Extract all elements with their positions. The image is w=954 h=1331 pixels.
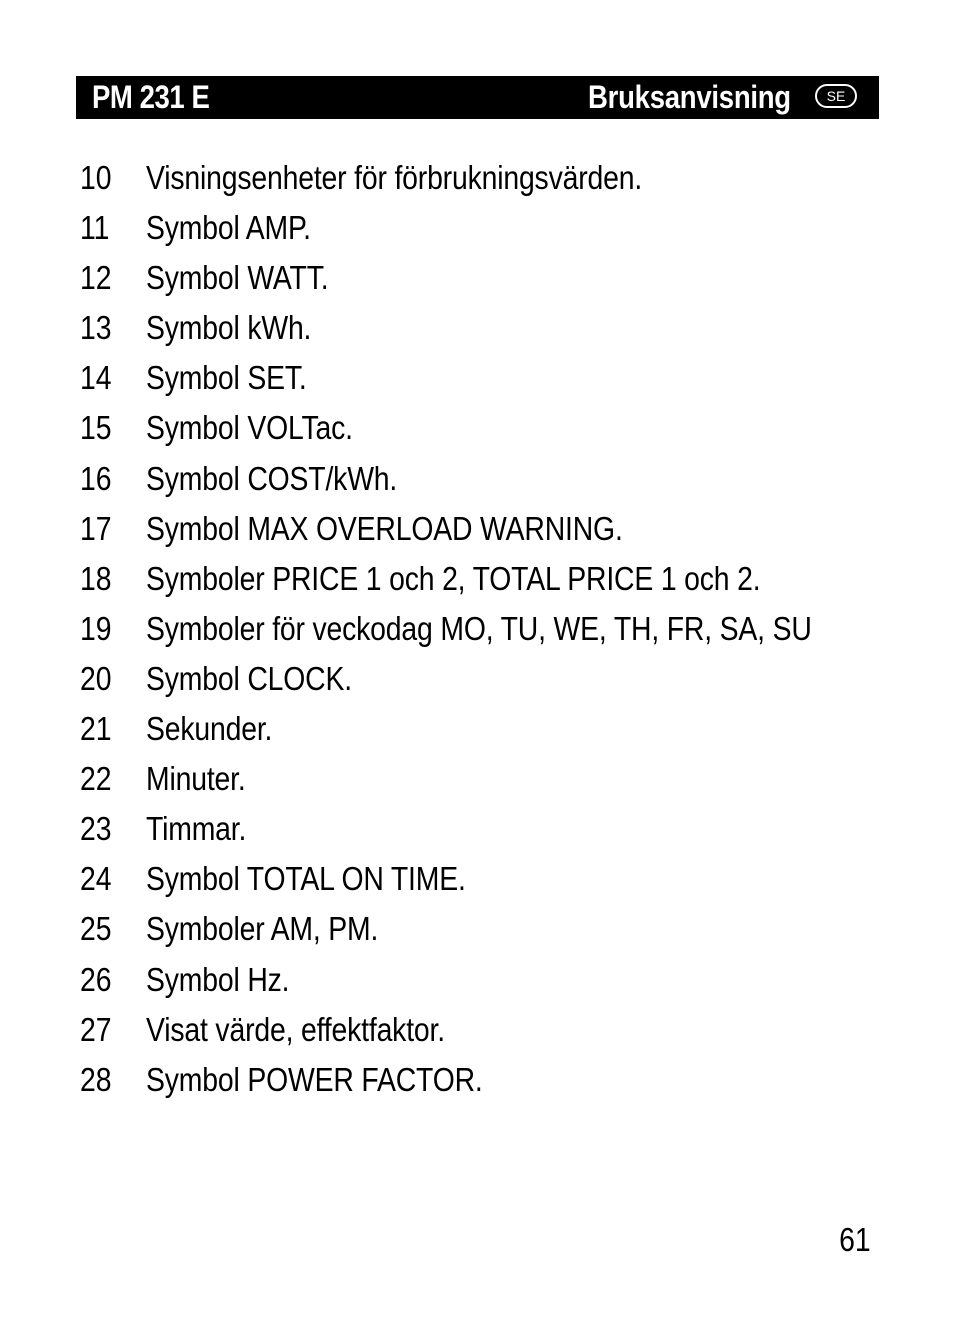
item-number: 23 <box>80 810 112 848</box>
item-number: 12 <box>80 259 112 297</box>
item-text: Sekunder. <box>146 710 273 748</box>
item-text: Symbol SET. <box>146 359 307 397</box>
list-item <box>80 554 880 604</box>
list-item <box>80 303 880 353</box>
language-badge: SE <box>815 84 857 108</box>
item-text: Symbol CLOCK. <box>146 659 352 697</box>
item-text: Symbol MAX OVERLOAD WARNING. <box>146 509 623 547</box>
list-item <box>80 704 880 754</box>
item-text: Symbol kWh. <box>146 309 312 347</box>
item-text: Symbol WATT. <box>146 259 329 297</box>
item-number: 20 <box>80 659 112 697</box>
list-item <box>80 253 880 303</box>
model-name: PM 231 E <box>92 79 210 115</box>
item-number: 28 <box>80 1060 112 1098</box>
list-item <box>80 804 880 854</box>
item-number: 13 <box>80 309 112 347</box>
item-number: 14 <box>80 359 112 397</box>
list-item <box>80 353 880 403</box>
item-number: 11 <box>80 209 110 247</box>
list-item <box>80 504 880 554</box>
item-number: 16 <box>80 459 112 497</box>
item-text: Symboler PRICE 1 och 2, TOTAL PRICE 1 och 2. <box>146 559 761 597</box>
item-number: 10 <box>80 159 112 196</box>
item-number: 21 <box>80 710 112 748</box>
item-text: Visat värde, effektfaktor. <box>146 1010 445 1048</box>
item-number: 22 <box>80 760 112 798</box>
list-item <box>80 955 880 1005</box>
item-number: 24 <box>80 860 112 898</box>
list-item <box>80 604 880 654</box>
list-item <box>80 403 880 453</box>
item-number: 27 <box>80 1010 112 1048</box>
item-text: Symbol COST/kWh. <box>146 459 398 497</box>
item-text: Timmar. <box>146 810 247 848</box>
item-text: Symbol POWER FACTOR. <box>146 1060 483 1098</box>
list-item <box>80 1005 880 1055</box>
list-item <box>80 153 880 203</box>
item-number: 15 <box>80 409 112 447</box>
item-text: Symboler för veckodag MO, TU, WE, TH, FR, SA, SU <box>146 609 812 647</box>
list-item <box>80 904 880 954</box>
item-text: Visningsenheter för förbrukningsvärden. <box>146 159 643 196</box>
legend-list <box>80 153 880 1105</box>
list-item <box>80 1055 880 1105</box>
item-number: 19 <box>80 609 112 647</box>
manual-title: Bruksanvisning <box>588 79 791 115</box>
item-text: Symboler AM, PM. <box>146 910 379 948</box>
item-text: Symbol TOTAL ON TIME. <box>146 860 466 898</box>
page-number: 61 <box>839 1221 871 1258</box>
list-item <box>80 454 880 504</box>
item-text: Minuter. <box>146 760 246 798</box>
list-item <box>80 654 880 704</box>
item-text: Symbol VOLTac. <box>146 409 353 447</box>
list-item <box>80 854 880 904</box>
item-text: Symbol Hz. <box>146 960 290 998</box>
item-text: Symbol AMP. <box>146 209 311 247</box>
item-number: 25 <box>80 910 112 948</box>
item-number: 26 <box>80 960 112 998</box>
item-number: 17 <box>80 509 112 547</box>
list-item <box>80 203 880 253</box>
item-number: 18 <box>80 559 112 597</box>
page-header <box>76 76 879 119</box>
list-item <box>80 754 880 804</box>
